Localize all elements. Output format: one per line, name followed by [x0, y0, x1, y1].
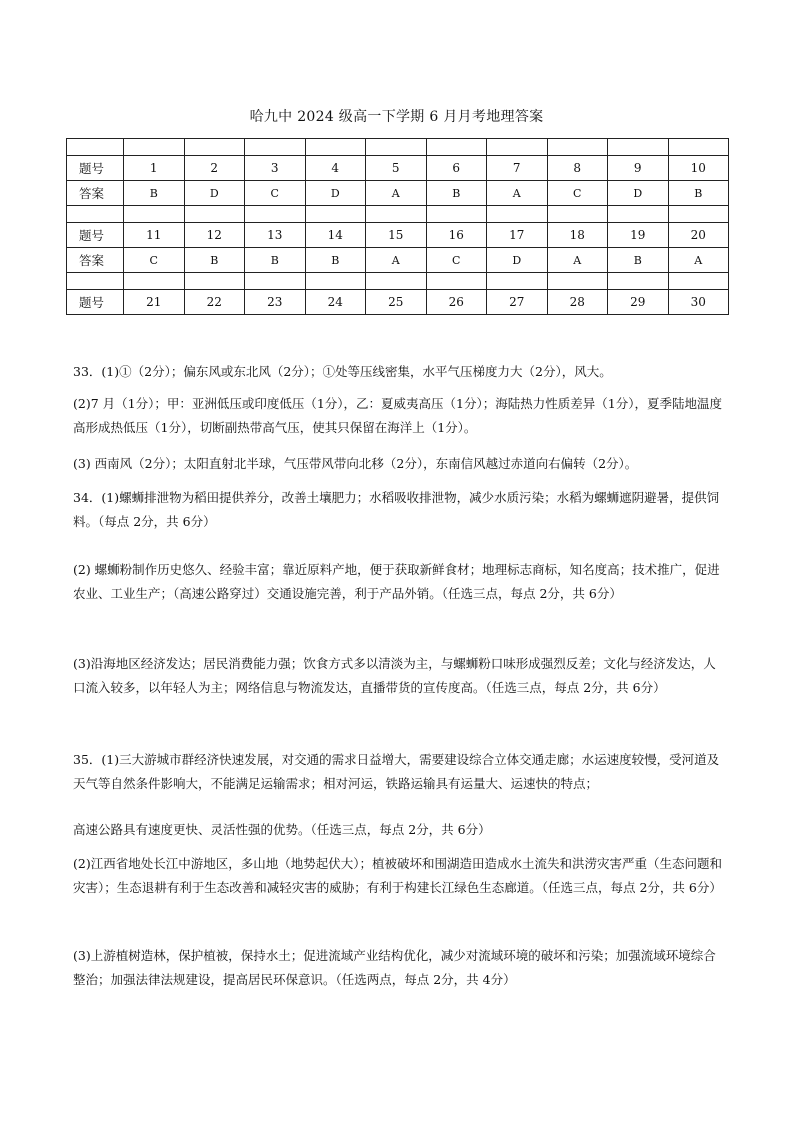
- question-number-cell: 23: [245, 290, 306, 315]
- answer-34-2: (2) 螺蛳粉制作历史悠久、经验丰富；靠近原料产地，便于获取新鲜食材；地理标志商标，知名度高；技术推广，促进农业、工业生产；（高速公路穿过）交通设施完善，利于产品外销。（任选三点，每点 2分，共 6分）: [73, 562, 720, 601]
- question-number-cell: 7: [487, 156, 548, 181]
- table-spacer-cell: [668, 206, 729, 223]
- answer-cell: B: [305, 248, 366, 273]
- answer-cell: B: [245, 248, 306, 273]
- question-number-cell: 2: [184, 156, 245, 181]
- answer-cell: B: [184, 248, 245, 273]
- question-number-row: [67, 156, 729, 181]
- table-spacer-row: [67, 206, 729, 223]
- answer-35-1b: 高速公路具有速度更快、灵活性强的优势。（任选三点，每点 2分，共 6分）: [73, 822, 491, 837]
- answer-35-3: (3)上游植树造林，保护植被，保持水土；促进流域产业结构优化，减少对流域环境的破坏和污染；加强流域环境综合整治；加强法律法规建设，提高居民环保意识。（任选两点，每点 2分，共 4分）: [73, 948, 716, 987]
- table-spacer-cell: [608, 273, 669, 290]
- answer-cell: C: [124, 248, 185, 273]
- question-number-cell: 24: [305, 290, 366, 315]
- question-number-row: [67, 290, 729, 315]
- table-spacer-cell: [245, 273, 306, 290]
- table-spacer-cell: [67, 139, 124, 156]
- table-spacer-cell: [547, 139, 608, 156]
- table-spacer-cell: [426, 206, 487, 223]
- question-number-cell: 5: [366, 156, 427, 181]
- table-spacer-cell: [668, 139, 729, 156]
- answer-33-1: 33．(1)①（2分）；偏东风或东北风（2分）；①处等压线密集，水平气压梯度力大（2分），风大。: [73, 364, 612, 379]
- question-number-cell: 4: [305, 156, 366, 181]
- question-number-cell: 30: [668, 290, 729, 315]
- table-spacer-cell: [124, 139, 185, 156]
- answer-35-2: (2)江西省地处长江中游地区，多山地（地势起伏大）；植被破坏和围湖造田造成水土流失和洪涝灾害严重（生态问题和灾害）；生态退耕有利于生态改善和减轻灾害的威胁；有利于构建长江绿色生态廊道。（任选三点，每点 2分，共 6分）: [73, 856, 722, 895]
- table-spacer-cell: [608, 206, 669, 223]
- page-title: 哈九中 2024 级高一下学期 6 月月考地理答案: [249, 109, 544, 125]
- answer-cell: B: [668, 181, 729, 206]
- question-number-cell: 13: [245, 223, 306, 248]
- question-number-cell: 25: [366, 290, 427, 315]
- answer-cell: A: [487, 181, 548, 206]
- table-spacer-cell: [487, 206, 548, 223]
- table-spacer-cell: [184, 273, 245, 290]
- answer-35-1a: 35．(1)三大游城市群经济快速发展，对交通的需求日益增大，需要建设综合立体交通走廊；水运速度较慢，受河道及天气等自然条件影响大，不能满足运输需求；相对河运，铁路运输具有运量大、运速快的特点；: [73, 752, 720, 791]
- table-spacer-cell: [305, 139, 366, 156]
- table-spacer-cell: [426, 273, 487, 290]
- table-spacer-cell: [245, 206, 306, 223]
- table-spacer-cell: [184, 206, 245, 223]
- answer-row: [67, 181, 729, 206]
- question-number-cell: 8: [547, 156, 608, 181]
- answer-cell: D: [305, 181, 366, 206]
- table-spacer-cell: [668, 273, 729, 290]
- question-number-cell: 14: [305, 223, 366, 248]
- table-spacer-cell: [67, 273, 124, 290]
- answer-row: [67, 248, 729, 273]
- table-spacer-cell: [487, 139, 548, 156]
- question-number-cell: 19: [608, 223, 669, 248]
- question-number-cell: 1: [124, 156, 185, 181]
- answer-33-3: (3) 西南风（2分）；太阳直射北半球，气压带风带向北移（2分），东南信风越过赤道向右偏转（2分）。: [73, 456, 638, 471]
- question-number-cell: 3: [245, 156, 306, 181]
- table-spacer-cell: [426, 139, 487, 156]
- row-header: 题号: [67, 156, 124, 181]
- question-number-cell: 11: [124, 223, 185, 248]
- answer-34-3: (3)沿海地区经济发达；居民消费能力强；饮食方式多以清淡为主，与螺蛳粉口味形成强烈反差；文化与经济发达，人口流入较多，以年轻人为主；网络信息与物流发达，直播带货的宣传度高。（任选三点，每点 2分，共 6分）: [73, 656, 716, 695]
- table-spacer-cell: [124, 206, 185, 223]
- answer-cell: B: [124, 181, 185, 206]
- table-spacer-row: [67, 139, 729, 156]
- table-spacer-cell: [305, 273, 366, 290]
- question-number-cell: 21: [124, 290, 185, 315]
- answer-cell: D: [487, 248, 548, 273]
- row-header: 题号: [67, 290, 124, 315]
- question-number-cell: 26: [426, 290, 487, 315]
- answer-cell: B: [608, 248, 669, 273]
- answer-cell: A: [366, 181, 427, 206]
- answer-cell: D: [184, 181, 245, 206]
- question-number-row: [67, 223, 729, 248]
- question-number-cell: 27: [487, 290, 548, 315]
- question-number-cell: 28: [547, 290, 608, 315]
- question-number-cell: 6: [426, 156, 487, 181]
- answer-table: [66, 138, 729, 315]
- table-spacer-cell: [547, 206, 608, 223]
- row-header: 题号: [67, 223, 124, 248]
- question-number-cell: 18: [547, 223, 608, 248]
- answer-cell: C: [245, 181, 306, 206]
- row-header: 答案: [67, 181, 124, 206]
- answer-cell: B: [426, 181, 487, 206]
- question-number-cell: 29: [608, 290, 669, 315]
- answer-cell: C: [547, 181, 608, 206]
- question-number-cell: 16: [426, 223, 487, 248]
- question-number-cell: 20: [668, 223, 729, 248]
- table-spacer-cell: [366, 139, 427, 156]
- table-spacer-row: [67, 273, 729, 290]
- table-spacer-cell: [67, 206, 124, 223]
- question-number-cell: 22: [184, 290, 245, 315]
- table-spacer-cell: [305, 206, 366, 223]
- answer-cell: D: [608, 181, 669, 206]
- question-number-cell: 9: [608, 156, 669, 181]
- answer-cell: C: [426, 248, 487, 273]
- answer-cell: A: [366, 248, 427, 273]
- table-spacer-cell: [608, 139, 669, 156]
- table-spacer-cell: [366, 206, 427, 223]
- answer-cell: A: [668, 248, 729, 273]
- table-spacer-cell: [245, 139, 306, 156]
- table-spacer-cell: [124, 273, 185, 290]
- answer-cell: A: [547, 248, 608, 273]
- table-spacer-cell: [366, 273, 427, 290]
- question-number-cell: 12: [184, 223, 245, 248]
- table-spacer-cell: [547, 273, 608, 290]
- row-header: 答案: [67, 248, 124, 273]
- question-number-cell: 17: [487, 223, 548, 248]
- answer-34-1: 34．(1)螺蛳排泄物为稻田提供养分，改善土壤肥力；水稻吸收排泄物，减少水质污染；水稻为螺蛳遮阴避暑，提供饲料。（每点 2分，共 6分）: [73, 490, 720, 529]
- table-spacer-cell: [487, 273, 548, 290]
- question-number-cell: 10: [668, 156, 729, 181]
- table-spacer-cell: [184, 139, 245, 156]
- question-number-cell: 15: [366, 223, 427, 248]
- answer-33-2: (2)7 月（1分）；甲：亚洲低压或印度低压（1分），乙：夏威夷高压（1分）；海陆热力性质差异（1分），夏季陆地温度高形成热低压（1分），切断副热带高气压，使其只保留在海洋上（1分）。: [73, 396, 722, 435]
